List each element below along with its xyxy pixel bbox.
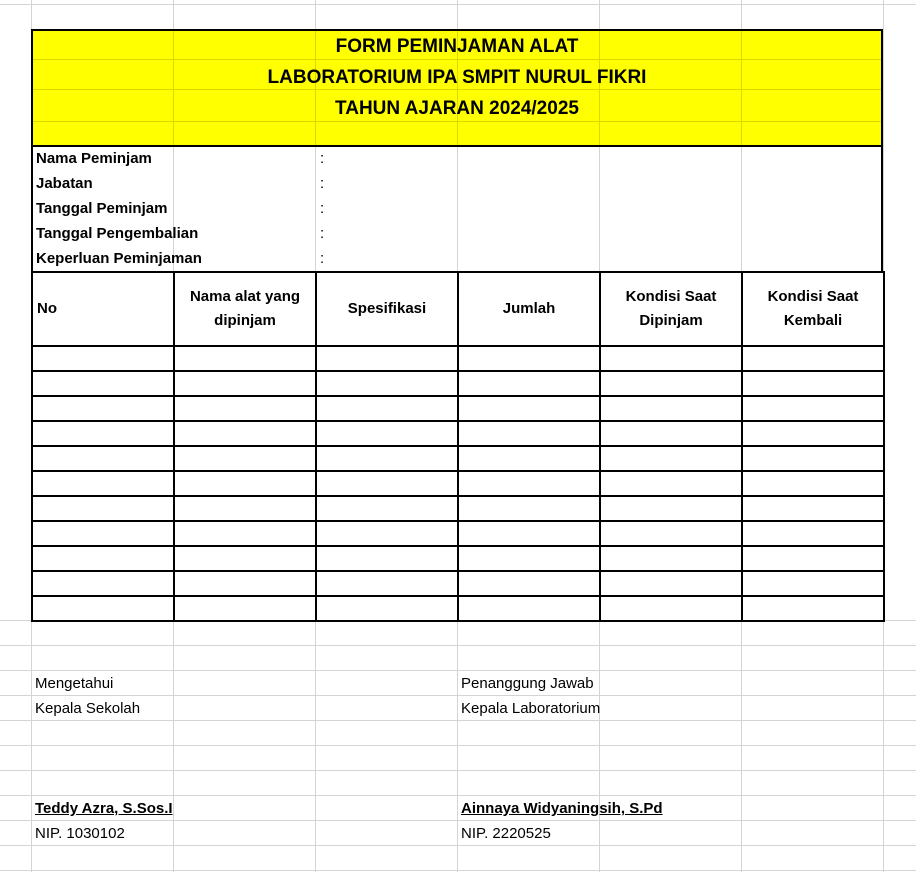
table-cell[interactable] xyxy=(458,371,600,396)
info-colon: : xyxy=(320,150,325,167)
table-cell[interactable] xyxy=(32,346,174,371)
table-cell[interactable] xyxy=(742,371,884,396)
table-row xyxy=(32,396,884,421)
sig-left-nip: NIP. 1030102 xyxy=(35,825,125,842)
table-row xyxy=(32,496,884,521)
table-cell[interactable] xyxy=(742,496,884,521)
table-row xyxy=(32,521,884,546)
form-academic-year: TAHUN AJARAN 2024/2025 xyxy=(335,98,579,119)
info-row-nama-peminjam xyxy=(33,147,881,172)
table-cell[interactable] xyxy=(32,396,174,421)
info-label: Jabatan xyxy=(36,175,93,192)
table-cell[interactable] xyxy=(458,446,600,471)
table-cell[interactable] xyxy=(600,346,742,371)
header-spesifikasi: Spesifikasi xyxy=(316,272,458,346)
table-cell[interactable] xyxy=(316,521,458,546)
table-cell[interactable] xyxy=(458,346,600,371)
table-cell[interactable] xyxy=(32,546,174,571)
table-cell[interactable] xyxy=(32,596,174,621)
table-cell[interactable] xyxy=(458,396,600,421)
table-cell[interactable] xyxy=(32,421,174,446)
table-cell[interactable] xyxy=(742,421,884,446)
table-cell[interactable] xyxy=(316,571,458,596)
table-header-row xyxy=(32,272,884,346)
table-row xyxy=(32,346,884,371)
table-cell[interactable] xyxy=(174,546,316,571)
table-cell[interactable] xyxy=(742,396,884,421)
sig-right-penanggung-jawab: Penanggung Jawab xyxy=(461,675,594,692)
table-cell[interactable] xyxy=(742,521,884,546)
borrower-info xyxy=(31,147,883,272)
info-colon: : xyxy=(320,225,325,242)
table-row xyxy=(32,421,884,446)
table-cell[interactable] xyxy=(742,471,884,496)
table-row xyxy=(32,471,884,496)
table-row xyxy=(32,446,884,471)
table-cell[interactable] xyxy=(316,371,458,396)
table-cell[interactable] xyxy=(600,396,742,421)
table-row xyxy=(32,596,884,621)
sig-left-name: Teddy Azra, S.Sos.I xyxy=(35,800,173,817)
table-cell[interactable] xyxy=(174,471,316,496)
table-cell[interactable] xyxy=(174,421,316,446)
table-cell[interactable] xyxy=(316,446,458,471)
table-cell[interactable] xyxy=(600,421,742,446)
sig-right-nip: NIP. 2220525 xyxy=(461,825,551,842)
table-cell[interactable] xyxy=(174,596,316,621)
info-colon: : xyxy=(320,175,325,192)
table-cell[interactable] xyxy=(600,596,742,621)
table-cell[interactable] xyxy=(600,546,742,571)
table-cell[interactable] xyxy=(174,371,316,396)
table-cell[interactable] xyxy=(600,496,742,521)
table-cell[interactable] xyxy=(174,571,316,596)
table-cell[interactable] xyxy=(458,521,600,546)
table-cell[interactable] xyxy=(458,596,600,621)
sig-left-mengetahui: Mengetahui xyxy=(35,675,114,692)
table-cell[interactable] xyxy=(32,371,174,396)
info-colon: : xyxy=(320,250,325,267)
header-no: No xyxy=(32,272,174,346)
table-cell[interactable] xyxy=(742,571,884,596)
sig-right-role: Kepala Laboratorium xyxy=(461,700,601,717)
info-row-tanggal-pengembalian xyxy=(33,222,881,247)
table-cell[interactable] xyxy=(742,446,884,471)
table-cell[interactable] xyxy=(316,596,458,621)
table-cell[interactable] xyxy=(316,496,458,521)
sig-left-role: Kepala Sekolah xyxy=(35,700,141,717)
table-cell[interactable] xyxy=(600,371,742,396)
info-label: Keperluan Peminjaman xyxy=(36,250,202,267)
loan-table xyxy=(31,271,885,622)
info-row-jabatan xyxy=(33,172,881,197)
info-label: Nama Peminjam xyxy=(36,150,152,167)
info-colon: : xyxy=(320,200,325,217)
table-row xyxy=(32,546,884,571)
table-cell[interactable] xyxy=(316,546,458,571)
table-cell[interactable] xyxy=(742,596,884,621)
sig-right-name: Ainnaya Widyaningsih, S.Pd xyxy=(461,800,663,817)
table-cell[interactable] xyxy=(32,446,174,471)
table-cell[interactable] xyxy=(174,396,316,421)
table-cell[interactable] xyxy=(32,471,174,496)
form-title: FORM PEMINJAMAN ALAT xyxy=(335,36,579,57)
table-cell[interactable] xyxy=(600,521,742,546)
table-cell[interactable] xyxy=(316,471,458,496)
table-cell[interactable] xyxy=(174,496,316,521)
info-row-keperluan-peminjaman xyxy=(33,247,881,272)
table-cell[interactable] xyxy=(32,571,174,596)
header-nama-alat: Nama alat yang dipinjam xyxy=(174,272,316,346)
table-cell[interactable] xyxy=(600,446,742,471)
table-row xyxy=(32,371,884,396)
table-cell[interactable] xyxy=(458,421,600,446)
table-cell[interactable] xyxy=(174,346,316,371)
info-row-tanggal-peminjam xyxy=(33,197,881,222)
table-cell[interactable] xyxy=(458,471,600,496)
header-kondisi-dipinjam: Kondisi Saat Dipinjam xyxy=(600,272,742,346)
table-cell[interactable] xyxy=(32,496,174,521)
header-jumlah: Jumlah xyxy=(458,272,600,346)
table-cell[interactable] xyxy=(458,496,600,521)
info-label: Tanggal Peminjam xyxy=(36,200,168,217)
table-cell[interactable] xyxy=(742,546,884,571)
form-subtitle: LABORATORIUM IPA SMPIT NURUL FIKRI xyxy=(267,67,647,88)
table-cell[interactable] xyxy=(174,521,316,546)
table-cell[interactable] xyxy=(600,571,742,596)
table-cell[interactable] xyxy=(316,346,458,371)
table-row xyxy=(32,571,884,596)
header-kondisi-kembali: Kondisi Saat Kembali xyxy=(742,272,884,346)
info-label: Tanggal Pengembalian xyxy=(36,225,199,242)
form-title-block xyxy=(31,29,883,147)
table-cell[interactable] xyxy=(32,521,174,546)
table-cell[interactable] xyxy=(316,421,458,446)
table-cell[interactable] xyxy=(600,471,742,496)
table-cell[interactable] xyxy=(742,346,884,371)
table-cell[interactable] xyxy=(458,546,600,571)
table-cell[interactable] xyxy=(316,396,458,421)
table-cell[interactable] xyxy=(174,446,316,471)
table-cell[interactable] xyxy=(458,571,600,596)
